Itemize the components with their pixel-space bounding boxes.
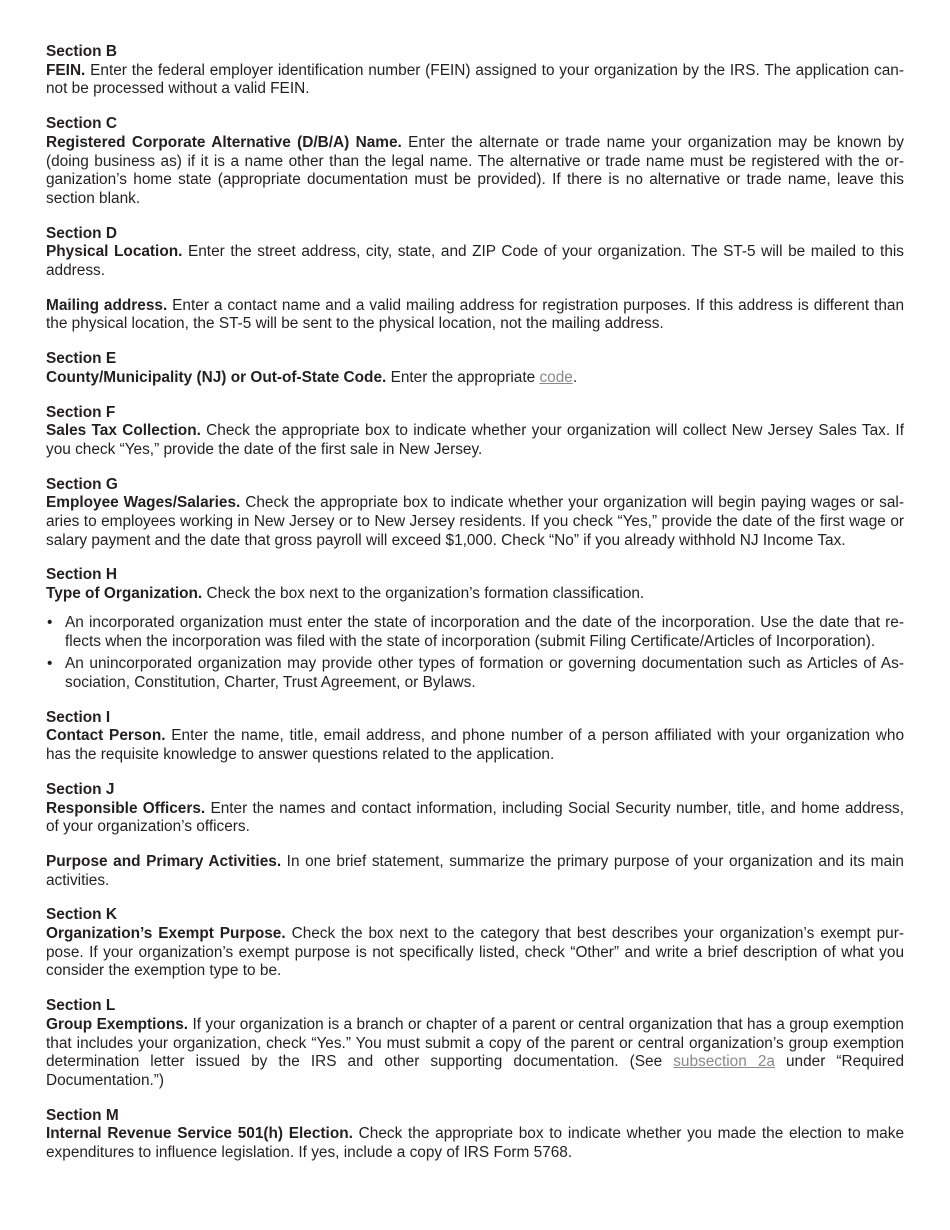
body-text: . <box>572 368 578 386</box>
purpose-block <box>46 853 904 890</box>
bullet-list <box>46 614 904 693</box>
section-heading: Section I <box>46 708 111 726</box>
section-heading: Section F <box>46 403 116 421</box>
section-d <box>46 225 904 281</box>
section-paragraph <box>46 422 904 459</box>
body-text: In one brief statement, summarize the primary purpose of your organization and its main activities. <box>46 852 904 889</box>
section-heading: Section C <box>46 115 117 133</box>
section-j <box>46 781 904 837</box>
term: Internal Revenue Service 501(h) Election. <box>46 1125 353 1143</box>
section-heading: Section J <box>46 780 115 798</box>
code-link[interactable]: code <box>539 368 573 386</box>
section-m <box>46 1107 904 1163</box>
section-paragraph <box>46 853 904 890</box>
list-item: • An unincorporated organization may provide other types of formation or governing documentation such as Articles of Association, Constitution, Charter, Trust Agreement, or Bylaws. <box>46 655 904 692</box>
section-h <box>46 566 904 692</box>
term: FEIN. <box>46 61 86 79</box>
section-paragraph <box>46 1016 904 1091</box>
section-paragraph <box>46 494 904 550</box>
term: Mailing address. <box>46 296 168 314</box>
section-i <box>46 709 904 765</box>
section-paragraph <box>46 243 904 280</box>
section-paragraph <box>46 369 904 388</box>
term: Group Exemptions. <box>46 1015 189 1033</box>
section-paragraph <box>46 134 904 209</box>
section-heading: Section K <box>46 906 117 924</box>
body-text: Enter the street address, city, state, and ZIP Code of your organization. The ST-5 will be mailed to this address. <box>46 243 904 280</box>
section-b <box>46 43 904 99</box>
term: Sales Tax Collection. <box>46 422 201 440</box>
term: Registered Corporate Alternative (D/B/A) Name. <box>46 133 402 151</box>
section-heading: Section H <box>46 566 117 584</box>
section-heading: Section M <box>46 1106 119 1124</box>
term: Organization’s Exempt Purpose. <box>46 925 286 943</box>
mailing-address-block <box>46 297 904 334</box>
section-heading: Section L <box>46 997 116 1015</box>
term: Responsible Officers. <box>46 799 206 817</box>
section-k <box>46 906 904 981</box>
body-text: If your organization is a branch or chapter of a parent or central organization that has a group exemption that includes your organization, check “Yes.” You must submit a copy of the parent or central organization’s group exemption determination letter issued by the IRS and other supporting documentation. (See <box>46 1015 904 1071</box>
body-text: Enter a contact name and a valid mailing address for registration purposes. If this address is different than the physical location, the ST-5 will be sent to the physical location, not the mailing address. <box>46 296 905 333</box>
list-item: • An incorporated organization must enter the state of incorporation and the date of the incorporation. Use the date that reflects when the incorporation was filed with the state of incorporation (submit Filing Certificate/Articles of Incorporation). <box>46 614 904 651</box>
section-paragraph <box>46 925 904 981</box>
body-text: Check the appropriate box to indicate whether your organization will begin paying wages or salaries to employees working in New Jersey or to New Jersey residents. If you check “Yes,” provide the date of the first wage or salary payment and the date that gross payroll will exceed $1,000. Check “No” if you already withhold NJ Income Tax. <box>46 494 904 549</box>
section-heading: Section D <box>46 224 117 242</box>
body-text: Enter the federal employer identification number (FEIN) assigned to your organization by the IRS. The application cannot be processed without a valid FEIN. <box>46 61 904 98</box>
section-heading: Section G <box>46 475 118 493</box>
term: Employee Wages/Salaries. <box>46 494 241 512</box>
body-text: Enter the appropriate <box>386 368 540 386</box>
section-paragraph <box>46 585 904 604</box>
section-f <box>46 404 904 460</box>
section-paragraph <box>46 1125 904 1162</box>
term: Contact Person. <box>46 727 166 745</box>
section-c <box>46 115 904 209</box>
subsection-2a-link[interactable]: subsection 2a <box>673 1053 775 1071</box>
term: Type of Organization. <box>46 585 203 603</box>
section-paragraph <box>46 727 904 764</box>
section-heading: Section B <box>46 43 117 60</box>
body-text: Check the appropriate box to indicate whether your organization will collect New Jersey Sales Tax. If you check “Yes,” provide the date of the first sale in New Jersey. <box>46 422 904 458</box>
body-text: Enter the alternate or trade name your organization may be known by (doing business as) if it is a name other than the legal name. The alternative or trade name must be registered with the organization’s home state (appropriate documentation must be provided). If there is no alternative or trade name, leave this section blank. <box>46 133 904 207</box>
term: Physical Location. <box>46 243 183 261</box>
body-text: Enter the name, title, email address, and phone number of a person affiliated with your organization who has the requisite knowledge to answer questions related to the application. <box>46 727 905 764</box>
term: Purpose and Primary Activities. <box>46 852 282 870</box>
body-text: under “Required Documentation.”) <box>46 1053 904 1089</box>
section-paragraph <box>46 297 904 334</box>
section-e <box>46 350 904 387</box>
section-g <box>46 476 904 551</box>
body-text: Enter the names and contact information, including Social Security number, title, and home address, of your organization’s officers. <box>46 799 904 836</box>
section-paragraph <box>46 62 904 99</box>
term: County/Municipality (NJ) or Out-of-State Code. <box>46 368 387 386</box>
section-paragraph <box>46 800 904 837</box>
body-text: Check the box next to the category that best describes your organization’s exempt purpose. If your organization’s exempt purpose is not specifically listed, check “Other” and write a brief description of what you consider the exemption type to be. <box>46 925 904 980</box>
section-l <box>46 997 904 1091</box>
body-text: Check the box next to the organization’s formation classification. <box>202 585 645 603</box>
body-text: Check the appropriate box to indicate whether you made the election to make expenditures to influence legislation. If yes, include a copy of IRS Form 5768. <box>46 1125 904 1162</box>
section-heading: Section E <box>46 350 117 368</box>
